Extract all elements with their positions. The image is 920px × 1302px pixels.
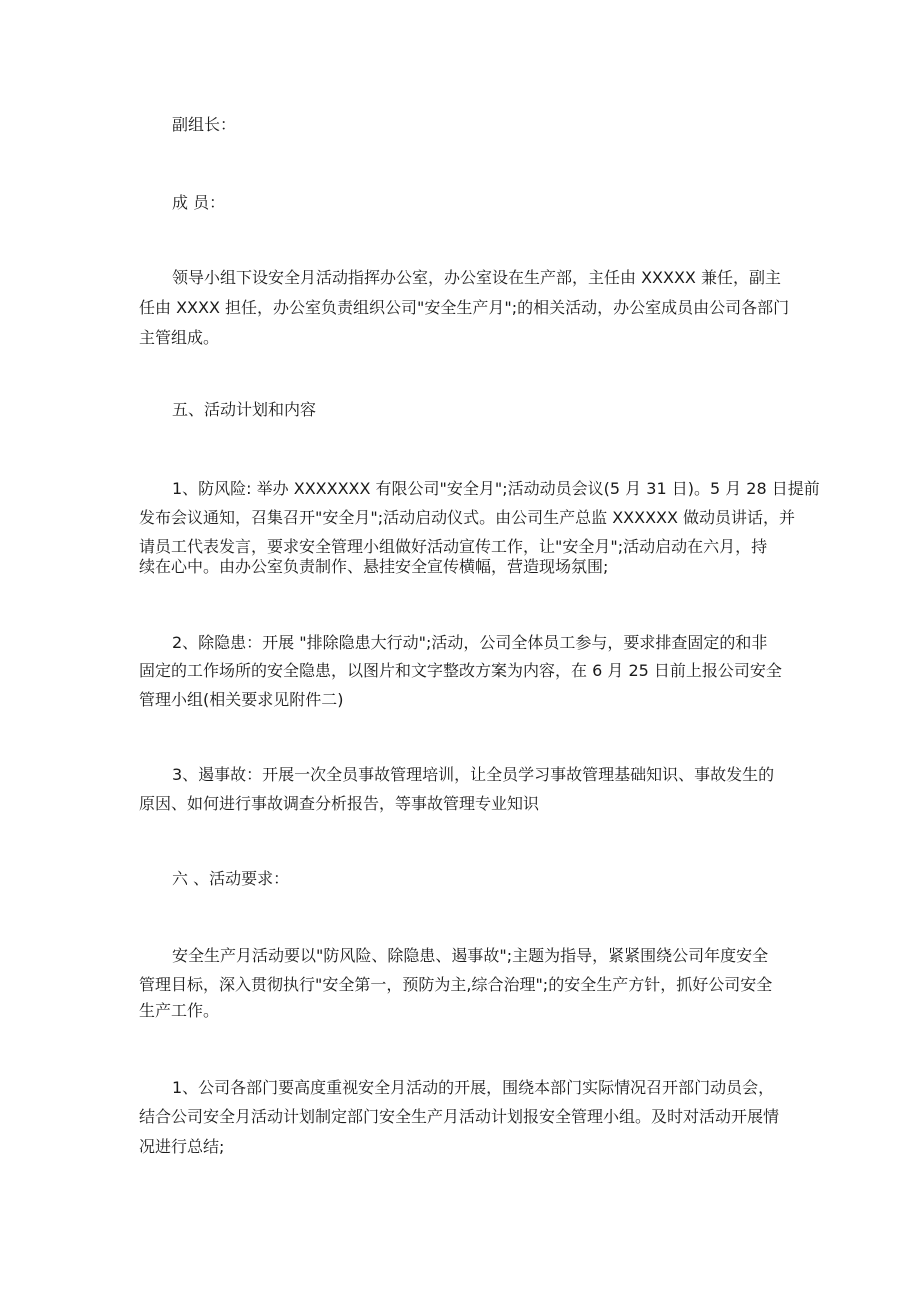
requirement-item-1-line-3: 况进行总结; [139,1137,225,1156]
plan-item-3-line-2: 原因、如何进行事故调查分析报告，等事故管理专业知识 [139,794,540,813]
requirements-intro-line-2: 管理目标，深入贯彻执行"安全第一，预防为主,综合治理";的安全生产方针，抓好公司安全 [139,975,773,994]
plan-item-1-line-2: 发布会议通知，召集召开"安全月";活动启动仪式。由公司生产总监 XXXXXX 做动员讲话，并 [139,508,796,527]
plan-item-2-line-1: 2、除隐患：开展 "排除隐患大行动";活动，公司全体员工参与，要求排查固定的和非 [172,633,768,652]
plan-item-1-line-1: 1、防风险: 举办 XXXXXXX 有限公司"安全月";活动动员会议(5 月 31 日)。5 月 28 日提前 [172,479,820,498]
members-label: 成 员： [172,193,226,212]
requirement-item-1-line-2: 结合公司安全月活动计划制定部门安全生产月活动计划报安全管理小组。及时对活动开展情 [139,1107,780,1126]
deputy-leader-label: 副组长： [172,115,237,134]
office-paragraph-line-1: 领导小组下设安全月活动指挥办公室，办公室设在生产部，主任由 XXXXX 兼任，副主 [172,268,781,287]
office-paragraph-line-2: 任由 XXXX 担任，办公室负责组织公司"安全生产月";的相关活动，办公室成员由公司各部门 [139,298,790,317]
plan-item-3-line-1: 3、遏事故：开展一次全员事故管理培训，让全员学习事故管理基础知识、事故发生的 [172,765,775,784]
requirement-item-1-line-1: 1、公司各部门要高度重视安全月活动的开展，围绕本部门实际情况召开部门动员会， [172,1078,775,1097]
plan-item-2-line-2: 固定的工作场所的安全隐患，以图片和文字整改方案为内容，在 6 月 25 日前上报公司安全 [139,661,782,680]
section-5-heading: 五、活动计划和内容 [172,400,317,419]
requirements-intro-line-1: 安全生产月活动要以"防风险、除隐患、遏事故";主题为指导，紧紧围绕公司年度安全 [172,946,769,965]
office-paragraph-line-3: 主管组成。 [139,328,220,347]
section-6-heading: 六 、活动要求： [172,869,290,888]
requirements-intro-line-3: 生产工作。 [139,1001,220,1020]
plan-item-2-line-3: 管理小组(相关要求见附件二) [139,690,344,709]
plan-item-1-line-4: 续在心中。由办公室负责制作、悬挂安全宣传横幅，营造现场氛围; [139,557,609,576]
plan-item-1-line-3: 请员工代表发言，要求安全管理小组做好活动宣传工作，让"安全月";活动启动在六月，持 [139,537,768,556]
